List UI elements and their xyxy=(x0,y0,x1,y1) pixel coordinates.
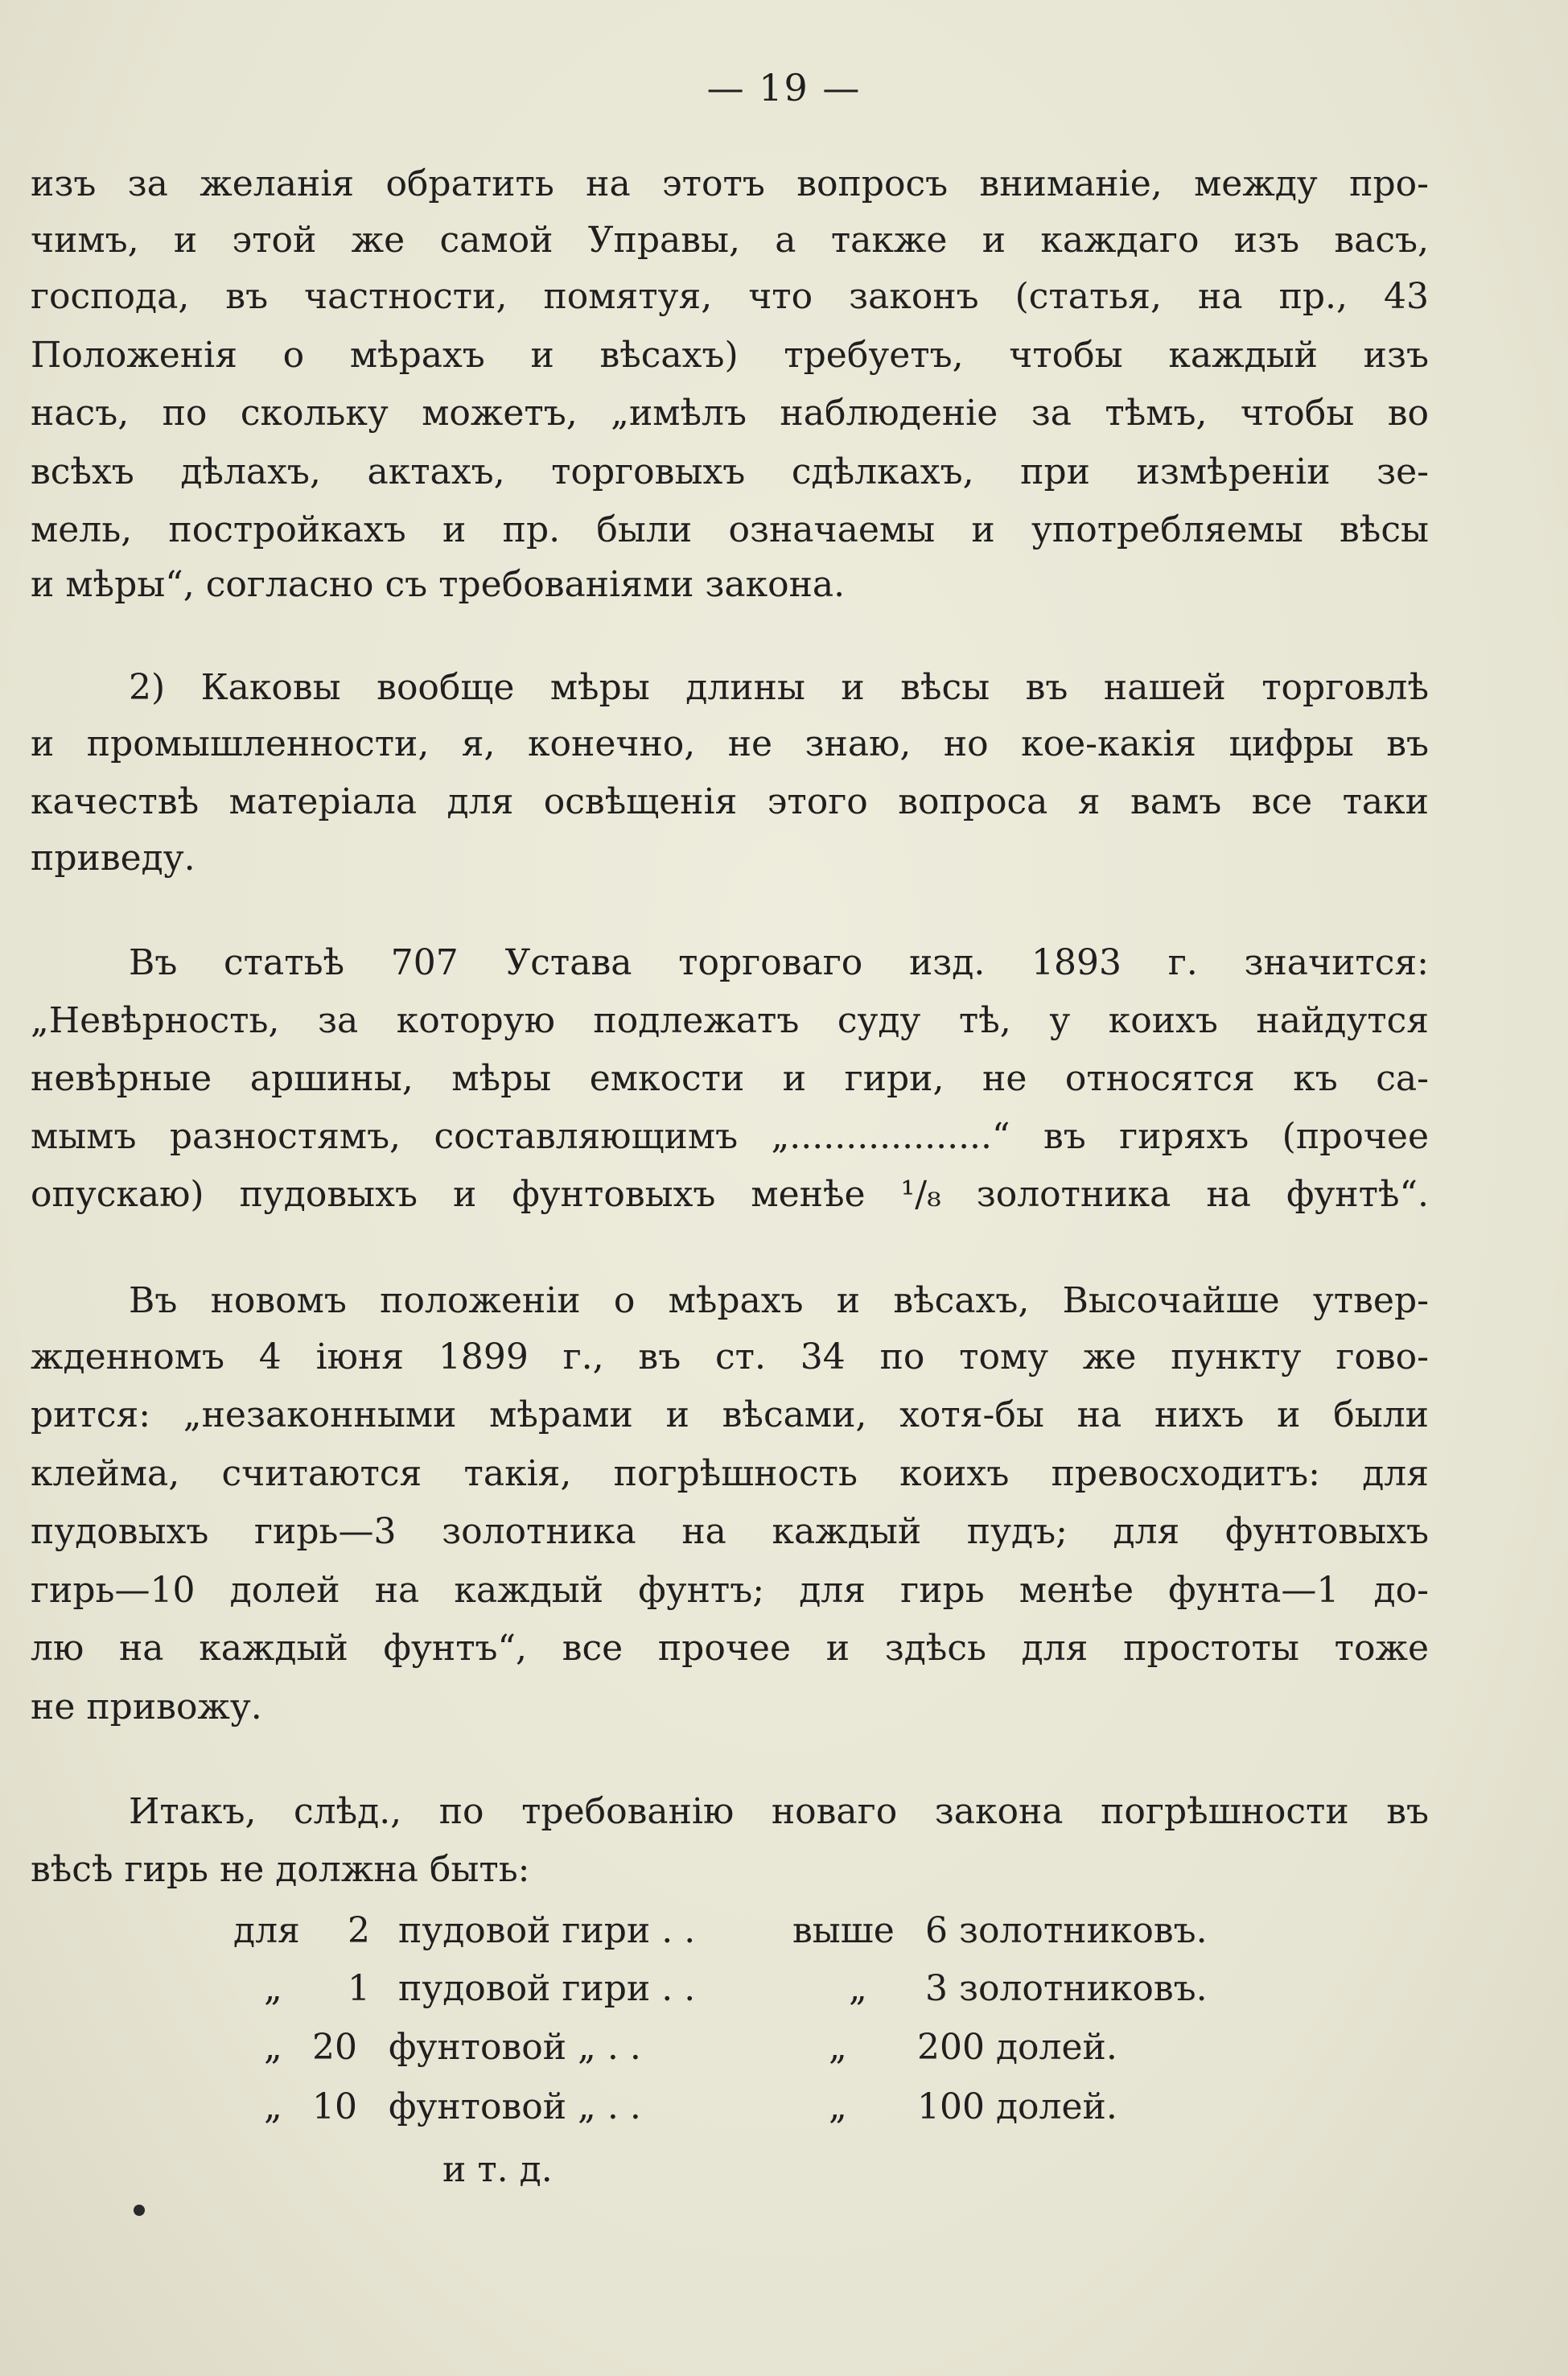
text-line: чимъ, и этой же самой Управы, а также и каждаго изъ васъ, xyxy=(31,220,1429,261)
row-number: 1 xyxy=(348,1968,370,2009)
row-description: фунтовой „ . . xyxy=(389,2027,641,2068)
row-description: пудовой гири . . xyxy=(398,1968,696,2009)
text-line: опускаю) пудовыхъ и фунтовыхъ менѣе ¹/₈ золотника на фунтѣ“. xyxy=(31,1174,1429,1215)
row-number: 20 xyxy=(312,2027,357,2068)
text-line: Въ новомъ положеніи о мѣрахъ и вѣсахъ, Высочайше утвер- xyxy=(129,1280,1429,1321)
row-ditto: „ xyxy=(829,2086,847,2127)
text-line: клейма, считаются такія, погрѣшность коихъ превосходитъ: для xyxy=(31,1453,1429,1494)
text-line: Итакъ, слѣд., по требованію новаго закона погрѣшности въ xyxy=(129,1791,1429,1832)
text-line: гирь—10 долей на каждый фунтъ; для гирь менѣе фунта—1 до- xyxy=(31,1570,1429,1611)
text-line: мель, постройкахъ и пр. были означаемы и употребляемы вѣсы xyxy=(31,509,1429,550)
row-number: 2 xyxy=(348,1910,370,1951)
text-line: лю на каждый фунтъ“, все прочее и здѣсь для простоты тоже xyxy=(31,1628,1429,1669)
text-line: не привожу. xyxy=(31,1686,262,1727)
etc-text: и т. д. xyxy=(442,2149,553,2190)
text-line: Въ статьѣ 707 Устава торговаго изд. 1893 г. значится: xyxy=(129,942,1429,983)
row-prefix: „ xyxy=(264,1968,282,2009)
text-line: пудовыхъ гирь—3 золотника на каждый пудъ; для фунтовыхъ xyxy=(31,1511,1429,1552)
text-line: всѣхъ дѣлахъ, актахъ, торговыхъ сдѣлкахъ, при измѣреніи зе- xyxy=(31,451,1429,492)
ink-spot xyxy=(134,2205,145,2216)
page-number: — 19 — xyxy=(706,66,862,109)
text-line: 2) Каковы вообще мѣры длины и вѣсы въ нашей торговлѣ xyxy=(129,667,1429,708)
row-description: фунтовой „ . . xyxy=(389,2086,641,2127)
text-line: рится: „незаконными мѣрами и вѣсами, хотя-бы на нихъ и были xyxy=(31,1394,1429,1435)
text-line: насъ, по скольку можетъ, „имѣлъ наблюденіе за тѣмъ, чтобы во xyxy=(31,393,1429,434)
row-value: 100 долей. xyxy=(917,2086,1117,2127)
text-line: „Невѣрность, за которую подлежатъ суду тѣ, у коихъ найдутся xyxy=(31,1000,1429,1041)
text-line: Положенія о мѣрахъ и вѣсахъ) требуетъ, чтобы каждый изъ xyxy=(31,335,1429,376)
text-line: качествѣ матеріала для освѣщенія этого вопроса я вамъ все таки xyxy=(31,781,1429,822)
text-line: господа, въ частности, помятуя, что законъ (статья, на пр., 43 xyxy=(31,276,1429,317)
row-condition: выше xyxy=(792,1910,895,1951)
row-prefix: „ xyxy=(264,2086,282,2127)
text-line: и промышленности, я, конечно, не знаю, но кое-какія цифры въ xyxy=(31,723,1429,764)
row-ditto: „ xyxy=(849,1968,867,2009)
row-description: пудовой гири . . xyxy=(398,1910,696,1951)
text-line: вѣсѣ гирь не должна быть: xyxy=(31,1849,530,1890)
row-prefix: для xyxy=(233,1910,300,1951)
text-line: и мѣры“, согласно съ требованіями закона. xyxy=(31,564,846,605)
row-ditto: „ xyxy=(829,2027,847,2068)
row-number: 10 xyxy=(312,2086,357,2127)
row-prefix: „ xyxy=(264,2027,282,2068)
text-line: жденномъ 4 іюня 1899 г., въ ст. 34 по тому же пункту гово- xyxy=(31,1336,1429,1377)
text-line: мымъ разностямъ, составляющимъ „..................“ въ гиряхъ (прочее xyxy=(31,1116,1429,1157)
row-value: 3 золотниковъ. xyxy=(925,1968,1208,2009)
row-value: 6 золотниковъ. xyxy=(925,1910,1208,1951)
text-line: изъ за желанія обратить на этотъ вопросъ вниманіе, между про- xyxy=(31,163,1429,204)
text-line: приведу. xyxy=(31,838,195,879)
row-value: 200 долей. xyxy=(917,2027,1117,2068)
text-line: невѣрные аршины, мѣры емкости и гири, не относятся къ са- xyxy=(31,1058,1429,1099)
